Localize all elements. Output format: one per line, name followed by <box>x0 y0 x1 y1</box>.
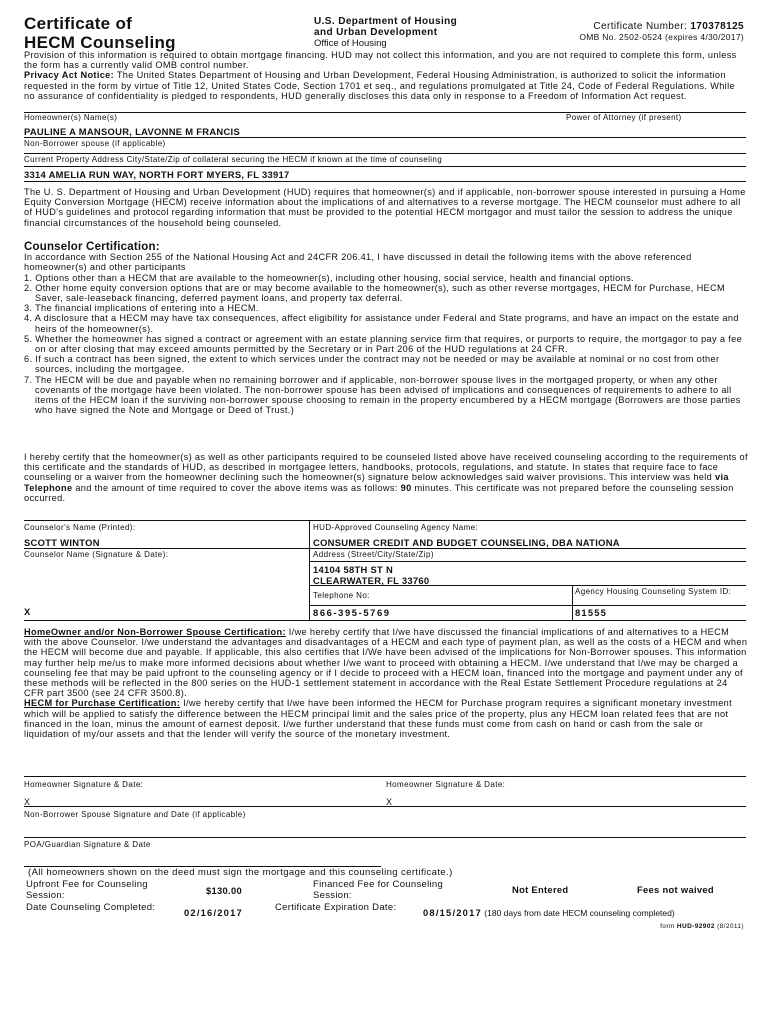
agency-id-label: Agency Housing Counseling System ID: <box>575 587 732 596</box>
divider <box>309 585 746 586</box>
certify-text-1: I hereby certify that the homeowner(s) as well as other participants required to be counseled listed above have received counseling according to the requirements of this certificate and the standards of HUD, as described in mortgagee letters, handbooks, protocols, regulations, and statute. In states that require face to face counseling or a waiver from the homeowner declining such the homeowner(s) signature below acknowledges said waiver provisions. This interview was held <box>24 452 748 483</box>
intro-paragraph: The U. S. Department of Housing and Urban Development (HUD) requires that homeowner(s) and if applicable, non-borrower spouse interested in pursuing a Home Equity Conversion Mortgage (HECM) receive information about the implications of and alternatives to a reverse mortgage. The HECM counselor must adhere to all of HUD's guidelines and protocol regarding information that must be provided to the potential HECM mortgagor and must tailor the session to address the unique financial circumstances of the household being counseled. <box>24 187 746 228</box>
divider <box>24 548 309 549</box>
omb-number: OMB No. 2502-0524 (expires 4/30/2017) <box>579 32 744 42</box>
property-address-label: Current Property Address City/State/Zip of collateral securing the HECM if known at the time of counseling <box>24 155 443 164</box>
homeowner-signature-label-2: Homeowner Signature & Date: <box>386 780 506 789</box>
nonborrower-signature-label: Non-Borrower Spouse Signature and Date (if applicable) <box>24 810 246 819</box>
homeowners-value: PAULINE A MANSOUR, LAVONNE M FRANCIS <box>24 126 241 137</box>
homeowner-signature-x-2[interactable]: X <box>386 797 393 807</box>
counselor-signature-label: Counselor Name (Signature & Date): <box>24 550 169 559</box>
financed-fee-value: Not Entered <box>512 884 569 895</box>
counselor-signature-x[interactable]: X <box>24 606 31 617</box>
expiration-value: 08/15/2017 <box>423 907 482 918</box>
cert-item: 2. Other home equity conversion options that are or may become available to the homeowner(s), such as other reverse mortgages, HECM for Purchase, HECM Saver, sale-leaseback financing, deferred payment loans, and property tax deferral. <box>24 282 726 304</box>
all-homeowners-note: (All homeowners shown on the deed must sign the mortgage and this counseling certificate.) <box>28 867 453 878</box>
privacy-label: Privacy Act Notice: <box>24 70 115 81</box>
certify-text-3: minutes. This certificate was not prepared before the counseling session occurred. <box>24 482 734 503</box>
cert-item: 6. If such a contract has been signed, the extent to which services under the contract may not be needed or may be available at nominal or no cost from other sources, including the mortgagee. <box>24 354 720 375</box>
fees-waived-value: Fees not waived <box>637 884 714 895</box>
divider <box>24 181 746 182</box>
divider <box>24 806 746 807</box>
held-via-value: via Telephone <box>24 472 729 493</box>
upfront-fee-label: Upfront Fee for Counseling Session: <box>26 879 148 901</box>
divider <box>309 561 746 562</box>
counselor-cert-heading: Counselor Certification: <box>24 241 160 253</box>
certificate-number-label: Certificate Number: <box>593 21 688 32</box>
divider <box>309 548 746 549</box>
title-line-2: HECM Counseling <box>24 33 176 52</box>
notice-block <box>24 50 748 101</box>
divider <box>24 776 746 777</box>
privacy-text: The United States Department of Housing and Urban Development, Federal Housing Administration, is authorized to solicit the information requested in the form by virtue of Title 12, United States Code, Section 1701 et seq., and regulations promulgated at Title 24, Code of Federal Regulations. While no assurance of confidentiality is pledged to respondents, HUD generally discloses this data only in response to a Freedom of Information Act request. <box>24 70 735 101</box>
divider <box>24 520 746 521</box>
title-line-1: Certificate of <box>24 14 133 33</box>
divider <box>24 166 746 167</box>
homeowner-certification <box>24 627 748 739</box>
divider <box>24 620 746 621</box>
cert-item: 5. Whether the homeowner has signed a contract or agreement with an estate planning service firm that requires, or purports to require, the mortgagor to pay a fee on or after closing that may exceed amounts permitted by the Secretary or in Part 206 of the HUD regulations at 24 CFR. <box>24 333 743 355</box>
financed-fee-label: Financed Fee for Counseling Session: <box>313 879 444 901</box>
form-date: (8/2011) <box>717 923 744 930</box>
purchase-cert-text: I/we hereby certify that I/we have been informed the HECM for Purchase program requires a significant monetary investment which will be applied to satisfy the difference between the HECM principal limit and the sales price of the property, plus any HECM loan related fees that are not financed in the loan, minus the amount of earnest deposit. I/we further understand that these funds must come from cash on hand or cash from the sale or liquidation of my/our assets and that the lender will verify the source of the monetary investment. <box>24 698 733 740</box>
cert-item: 1. Options other than a HECM that are available to the homeowner(s), including other housing, social service, health and financial options. <box>24 272 634 283</box>
divider <box>24 153 746 154</box>
agency-line-1: U.S. Department of Housing <box>314 16 458 27</box>
purchase-cert-heading: HECM for Purchase Certification: <box>24 698 181 709</box>
agency-name-label: HUD-Approved Counseling Agency Name: <box>313 523 479 532</box>
agency-address-line-1: 14104 58TH ST N <box>313 564 394 575</box>
certificate-number-value: 170378125 <box>690 21 744 32</box>
homeowner-cert-heading: HomeOwner and/or Non-Borrower Spouse Certification: <box>24 627 286 637</box>
counselor-name-label: Counselor's Name (Printed): <box>24 523 136 532</box>
agency-address-value <box>313 564 429 586</box>
telephone-label: Telephone No: <box>313 591 370 600</box>
telephone-value: 866-395-5769 <box>313 607 391 618</box>
privacy-notice <box>24 70 748 101</box>
divider <box>24 837 746 838</box>
homeowner-cert-text: I/we hereby certify that I/we have discussed the financial implications of and alternatives to a HECM with the above Counselor. I/we understand the advantages and disadvantages of a HECM and each type of payment plan, as well as the costs of a HECM and when the HECM will become due and payable. If applicable, this also certifies that I/We have been advised of the implications for Non-Borrower spouses. This information may further help me/us to make more informed decisions about whether I/we want to proceed with obtaining a HECM. I/we understand that I/we may be charged a counseling fee that may be paid upfront to the counseling agency or if I decide to proceed with a HECM loan, financed into the mortgage and payment under any of these methods will be reflected in the 800 series on the HUD-1 settlement statement in accordance with the Real Estate Settlement Procedure regulations at 24 CFR part 3500 (see 24 CFR 3500.8). <box>24 627 748 699</box>
agency-name-value: CONSUMER CREDIT AND BUDGET COUNSELING, DBA NATIONA <box>313 537 620 548</box>
expiration-label: Certificate Expiration Date: <box>275 902 397 913</box>
divider <box>309 605 746 606</box>
column-divider <box>572 585 573 620</box>
counselor-cert-lead: In accordance with Section 255 of the National Housing Act and 24CFR 206.41, I have discussed in detail the following items with the above referenced homeowner(s) and other participants <box>24 252 692 273</box>
poa-label: Power of Attorney (if present) <box>566 113 682 122</box>
purchase-cert-paragraph <box>24 698 748 739</box>
agency-address-label: Address (Street/City/State/Zip) <box>313 550 434 559</box>
certify-paragraph <box>24 452 748 503</box>
homeowners-label: Homeowner(s) Name(s) <box>24 113 118 122</box>
date-completed-label: Date Counseling Completed: <box>26 902 156 913</box>
divider <box>24 137 746 138</box>
agency-line-3: Office of Housing <box>314 38 387 49</box>
expiration-note: (180 days from date HECM counseling completed) <box>484 908 675 918</box>
poa-signature-label: POA/Guardian Signature & Date <box>24 840 151 849</box>
homeowner-cert-paragraph <box>24 627 748 698</box>
homeowner-signature-x-1[interactable]: X <box>24 797 31 807</box>
provision-notice: Provision of this information is required to obtain mortgage financing. HUD may not collect this information, and you are not required to complete this form, unless the form has a currently valid OMB control number. <box>24 50 737 71</box>
form-number: HUD-92902 <box>676 923 715 930</box>
counselor-certification <box>24 242 748 415</box>
property-address-value: 3314 AMELIA RUN WAY, NORTH FORT MYERS, FL 33917 <box>24 169 290 180</box>
cert-item: 4. A disclosure that a HECM may have tax consequences, affect eligibility for assistance under Federal and State programs, and have an impact on the estate and heirs of the homeowner(s). <box>24 313 739 334</box>
minutes-value: 90 <box>400 482 412 493</box>
cert-item-list <box>24 273 748 416</box>
upfront-fee-value: $130.00 <box>206 885 242 896</box>
form-number-block <box>660 923 744 930</box>
certificate-number <box>593 21 744 32</box>
agency-id-value: 81555 <box>575 607 608 618</box>
nonborrower-label: Non-Borrower spouse (if applicable) <box>24 139 166 148</box>
agency-line-2: and Urban Development <box>314 27 438 38</box>
agency-address-line-2: CLEARWATER, FL 33760 <box>313 575 430 586</box>
counselor-name-value: SCOTT WINTON <box>24 537 100 548</box>
form-title <box>24 14 176 52</box>
date-completed-value: 02/16/2017 <box>184 907 243 918</box>
form-prefix: form <box>660 923 675 930</box>
expiration-block <box>423 907 675 918</box>
cert-item: 3. The financial implications of entering into a HECM. <box>24 303 259 314</box>
agency-block <box>314 16 457 49</box>
homeowner-signature-label-1: Homeowner Signature & Date: <box>24 780 144 789</box>
certify-text-2: and the amount of time required to cover the above items was as follows: <box>75 482 398 493</box>
cert-item: 7. The HECM will be due and payable when no remaining borrower and if applicable, non-borrower spouse lives in the mortgaged property, or when any other covenants of the mortgage have been violated. The non-borrower spouse has been advised of implications and consequences of requirements to adhere to all items of the HECM loan if the surviving non-borrower spouse choosing to remain in the property encumbered by a HECM mortgage (Borrowers are those parties who have signed the Note and Mortgage or Deed of Trust.) <box>24 374 741 416</box>
